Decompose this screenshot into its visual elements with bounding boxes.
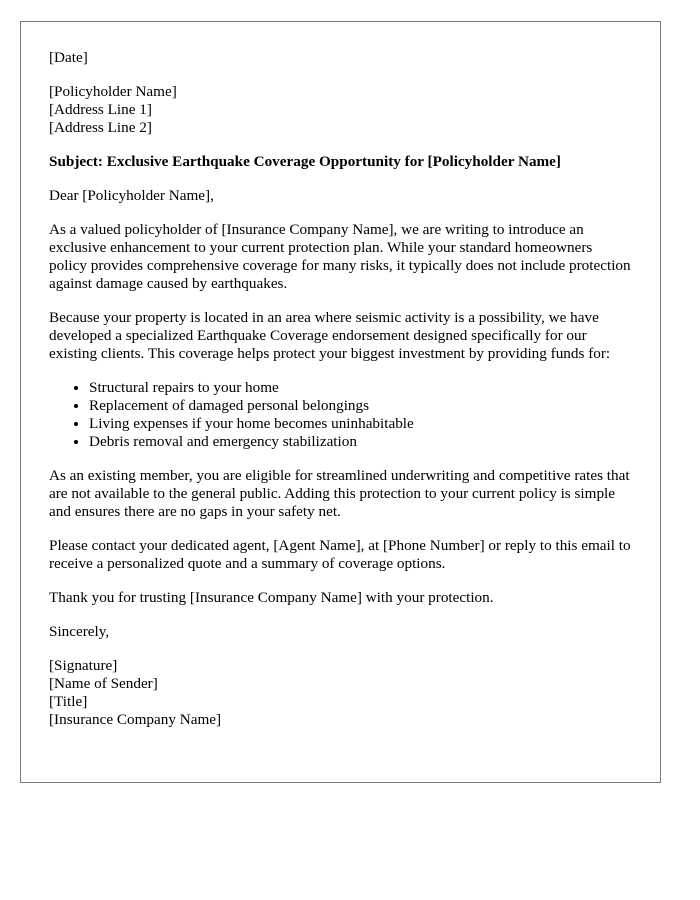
recipient-address-line-2: [Address Line 2] xyxy=(49,119,152,136)
closing: Sincerely, xyxy=(49,623,110,640)
list-item: • Structural repairs to your home xyxy=(89,379,632,397)
list-item: • Debris removal and emergency stabilization xyxy=(89,433,632,451)
recipient-address-line-1: [Address Line 1] xyxy=(49,101,152,118)
signature-block xyxy=(49,657,632,729)
subject-line: Subject: Exclusive Earthquake Coverage Opportunity for [Policyholder Name] xyxy=(49,153,561,170)
body-paragraph-thanks: Thank you for trusting [Insurance Company Name] with your protection. xyxy=(49,589,494,606)
list-item: • Living expenses if your home becomes uninhabitable xyxy=(89,415,632,433)
list-item: • Replacement of damaged personal belongings xyxy=(89,397,632,415)
body-paragraph-contact: Please contact your dedicated agent, [Agent Name], at [Phone Number] or reply to this email to receive a personalized quote and a summary of coverage options. xyxy=(49,537,631,572)
body-paragraph-eligibility: As an existing member, you are eligible for streamlined underwriting and competitive rates that are not available to the general public. Adding this protection to your current policy is simple and ensures there are no gaps in your safety net. xyxy=(49,467,630,520)
sender-company: [Insurance Company Name] xyxy=(49,711,222,728)
body-paragraph-coverage: Because your property is located in an area where seismic activity is a possibility, we have developed a specialized Earthquake Coverage endorsement designed specifically for our existing clients. This coverage helps protect your biggest investment by providing funds for: xyxy=(49,309,611,362)
date-line: [Date] xyxy=(49,49,88,66)
signature-placeholder: [Signature] xyxy=(49,657,118,674)
coverage-list xyxy=(49,379,632,451)
sender-name: [Name of Sender] xyxy=(49,675,158,692)
salutation: Dear [Policyholder Name], xyxy=(49,187,214,204)
letter-page xyxy=(20,21,661,783)
body-paragraph-intro: As a valued policyholder of [Insurance Company Name], we are writing to introduce an exclusive enhancement to your current protection plan. While your standard homeowners policy provides comprehensive coverage for many risks, it typically does not include protection against damage caused by earthquakes. xyxy=(49,221,631,292)
recipient-address xyxy=(49,83,632,137)
recipient-name: [Policyholder Name] xyxy=(49,83,177,100)
sender-title: [Title] xyxy=(49,693,88,710)
